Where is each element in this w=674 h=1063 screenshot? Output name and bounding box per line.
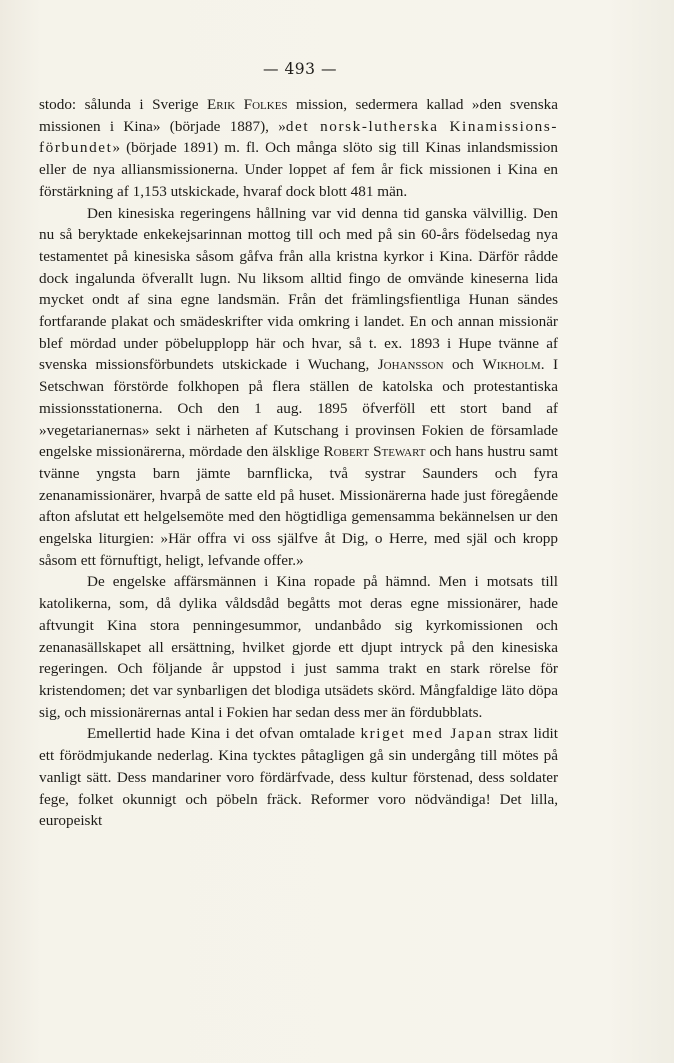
paragraph xyxy=(39,571,558,723)
name-smallcaps: Robert Stewart xyxy=(323,443,426,461)
name-smallcaps: Wikholm xyxy=(482,356,541,374)
text-run: strax lidit ett förödmjukande nederlag. Kina tycktes påtagligen gå sin undergång till mötes på vanligt sätt. Dess mandariner voro fördärfvade, dess kultur förstenad, dess soldater fege, folket okunnigt och pöbeln fräck. Reformer voro nödvändiga! Det lilla, europeiskt xyxy=(39,725,558,830)
page-number: — 493 — xyxy=(263,60,337,78)
text-run: Emellertid hade Kina i det ofvan omtalade xyxy=(87,725,361,743)
text-run: och xyxy=(443,356,483,374)
paragraph xyxy=(39,203,558,572)
paragraph xyxy=(39,723,558,832)
text-run: och hans hustru samt tvänne yngsta barn jämte barnflicka, två systrar Saunders och fyra zenanamissionärer, hvarpå de satte eld på huset. Missionärerna hade just föregående afton afslutat ett helgelsemöte med den högtidliga gemensamma bekännelsen ur den engelska liturgien: »Här offra vi oss själfve åt Dig, o Herre, med själ och kropp såsom ett förnuftigt, heligt, lefvande offer.» xyxy=(39,443,558,569)
paragraph xyxy=(39,94,558,203)
body-text xyxy=(39,94,558,832)
text-run: » (började 1891) m. fl. Och många slöto sig till Kinas inlandsmission eller de nya alliansmissionerna. Under loppet af fem år fick missionen i Kina en förstärkning af 1,153 utskickade, hvaraf dock blott 481 män. xyxy=(39,139,558,200)
text-run: stodo: sålunda i Sverige xyxy=(39,96,207,113)
text-run: De engelske affärsmännen i Kina ropade på hämnd. Men i motsats till katolikerna, som, då dylika våldsdåd begåtts mot deras egne missionärer, hade aftvungit Kina stora penningesummor, undanbådo sig kyrkomissionen och zenanasällskapet all ersättning, hvilket gjorde ett djupt intryck på den kinesiska regeringen. Och följande år uppstod i just samma trakt en stark rörelse för kristendomen; det var synbarligen det blodiga utsädets skörd. Mångfaldige läto döpa sig, och missionärernas antal i Fokien har sedan dess mer än fördubblats. xyxy=(39,573,558,721)
emphasis-spaced: det norsk-lutherska Kinamissions-förbundet xyxy=(39,117,558,157)
text-run: Den kinesiska regeringens hållning var vid denna tid ganska välvillig. Den nu så beryktade enkekejsarinnan mottog till och med på sin 60-års födelsedag nya testamentet på kinesiska såsom gåfva från alla kristna kyrkor i Kina. Därför rådde dock ingalunda öfverallt lugn. Nu liksom alltid fingo de omvände kineserna lida mycket ondt af sina egne landsmän. Från det främlingsfientliga Hunan sändes fortfarande plakat och smädeskrifter vida omkring i landet. En och annan missionär blef mördad under pöbelupplopp här och hvar, så t. ex. 1893 i Hupe tvänne af svenska missionsförbundets utskickade i Wuchang, xyxy=(39,204,558,374)
name-smallcaps: Johansson xyxy=(377,356,444,374)
text-run: mission, sedermera kallad »den svenska missionen i Kina» (började 1887), » xyxy=(39,96,558,135)
text-run: . I Setschwan förstörde folkhopen på flera ställen de katolska och protestantiska missionsstationerna. Och den 1 aug. 1895 öfverföll ett stort band af »vegetarianernas» sekt i närheten af Kutschang i provinsen Fokien de församlade engelske missionärerna, mördade den älsklige xyxy=(39,356,559,461)
name-smallcaps: Erik Folkes xyxy=(206,96,288,113)
emphasis-spaced: kriget med Japan xyxy=(360,725,494,743)
